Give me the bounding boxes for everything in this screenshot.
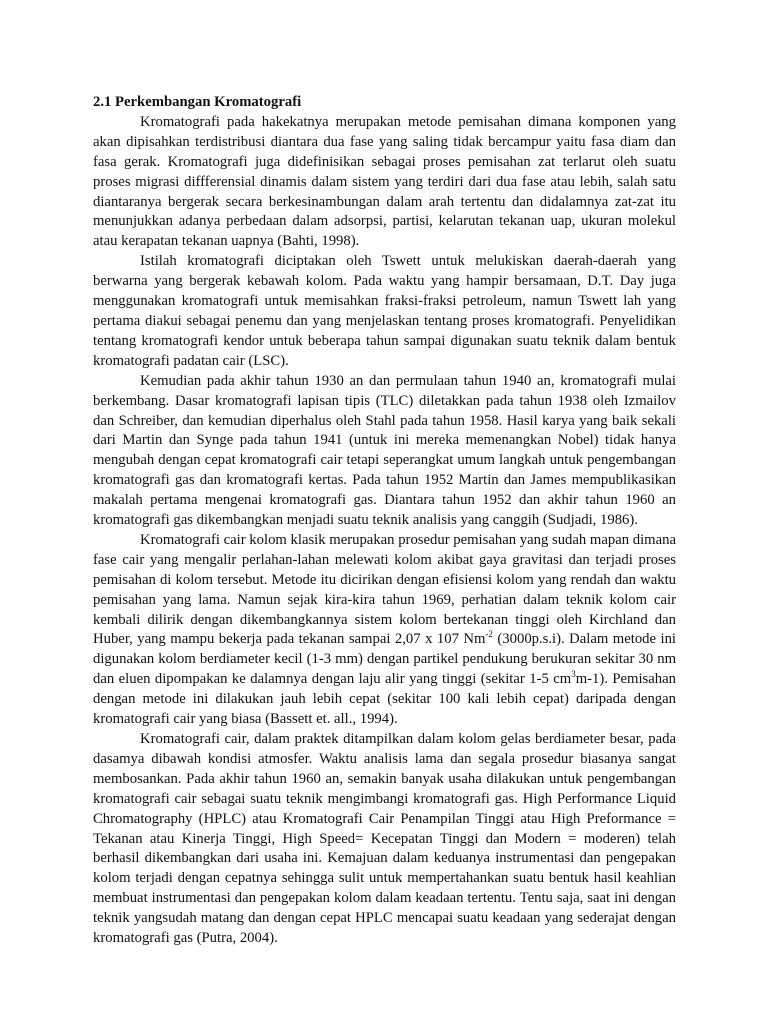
paragraph-4-part-a: Kromatografi cair kolom klasik merupakan prosedur pemisahan yang sudah mapan dimana fase cair yang mengalir perlahan-lahan melewati kolom akibat gaya gravitasi dan terjadi proses pemisahan di kolom tersebut. Metode itu dicirikan dengan efisiensi kolom yang rendah dan waktu pemisahan yang lama. Namun sejak kira-kira tahun 1969, perhatian dalam teknik kolom cair kembali dilirik dengan dikembangkannya sistem kolom bertekanan tinggi oleh Kirchland dan Huber, yang mampu bekerja pada tekanan sampai 2,07 x 107 Nm xyxy=(93,531,676,648)
document-page xyxy=(93,93,676,949)
paragraph-4 xyxy=(93,531,676,730)
superscript-cubic: 3 xyxy=(571,669,576,680)
paragraph-3: Kemudian pada akhir tahun 1930 an dan permulaan tahun 1940 an, kromatografi mulai berkembang. Dasar kromatografi lapisan tipis (TLC) diletakkan pada tahun 1938 oleh Izmailov dan Schreiber, dan kemudian diperhalus oleh Stahl pada tahun 1958. Hasil karya yang baik sekali dari Martin dan Synge pada tahun 1941 (untuk ini mereka memenangkan Nobel) tidak hanya mengubah dengan cepat kromatografi cair tetapi seperangkat umum langkah untuk pengembangan kromatografi gas dan kromatografi kertas. Pada tahun 1952 Martin dan James mempublikasikan makalah pertama mengenai kromatografi gas. Diantara tahun 1952 dan akhir tahun 1960 an kromatografi gas dikembangkan menjadi suatu teknik analisis yang canggih (Sudjadi, 1986). xyxy=(93,372,676,529)
section-heading: 2.1 Perkembangan Kromatografi xyxy=(93,94,302,110)
paragraph-4-part-c: m-1). Pemisahan dengan metode ini dilakukan jauh lebih cepat (sekitar 100 kali lebih cepat) daripada dengan kromatografi cair yang biasa (Bassett et. all., 1994). xyxy=(93,671,676,728)
superscript-exponent: -2 xyxy=(485,629,493,640)
paragraph-5: Kromatografi cair, dalam praktek ditampilkan dalam kolom gelas berdiameter besar, pada dasamya dibawah kondisi atmosfer. Waktu analisis lama dan segala prosedur biasanya sangat membosankan. Pada akhir tahun 1960 an, semakin banyak usaha dilakukan untuk pengembangan kromatografi cair sebagai suatu teknik mengimbangi kromatografi gas. High Performance Liquid Chromatography (HPLC) atau Kromatografi Cair Penampilan Tinggi atau High Preformance = Tekanan atau Kinerja Tinggi, High Speed= Kecepatan Tinggi dan Modern = moderen) telah berhasil dikembangkan dari usaha ini. Kemajuan dalam keduanya instrumentasi dan pengepakan kolom terjadi dengan cepatnya sehingga sulit untuk mempertahankan suatu bentuk hasil keahlian membuat instrumentasi dan pengepakan kolom dalam keadaan tertentu. Tentu saja, saat ini dengan teknik yangsudah matang dan dengan cepat HPLC mencapai suatu keadaan yang sederajat dengan kromatografi gas (Putra, 2004). xyxy=(93,731,676,947)
paragraph-1: Kromatografi pada hakekatnya merupakan metode pemisahan dimana komponen yang akan dipisahkan terdistribusi diantara dua fase yang saling tidak bercampur yaitu fasa diam dan fasa gerak. Kromatografi juga didefinisikan sebagai proses pemisahan zat terlarut oleh suatu proses migrasi diffferensial dinamis dalam sistem yang terdiri dari dua fase atau lebih, salah satu diantaranya bergerak secara berkesinambungan dalam arah tertentu dan didalamnya zat-zat itu menunjukkan adanya perbedaan dalam adsorpsi, partisi, kelarutan tekanan uap, ukuran molekul atau kerapatan tekanan uapnya (Bahti, 1998). xyxy=(93,113,676,250)
paragraph-4-part-b: (3000p.s.i). Dalam metode ini digunakan kolom berdiameter kecil (1-3 mm) dengan partikel pendukung berukuran sekitar 30 nm dan eluen dipompakan ke dalamnya dengan laju alir yang tinggi (sekitar 1-5 cm xyxy=(93,631,676,688)
paragraph-2: Istilah kromatografi diciptakan oleh Tswett untuk melukiskan daerah-daerah yang berwarna yang bergerak kebawah kolom. Pada waktu yang hampir bersamaan, D.T. Day juga menggunakan kromatografi untuk memisahkan fraksi-fraksi petroleum, namun Tswett lah yang pertama diakui sebagai penemu dan yang menjelaskan tentang proses kromatografi. Penyelidikan tentang kromatografi kendor untuk beberapa tahun sampai digunakan suatu teknik dalam bentuk kromatografi padatan cair (LSC). xyxy=(93,253,676,369)
